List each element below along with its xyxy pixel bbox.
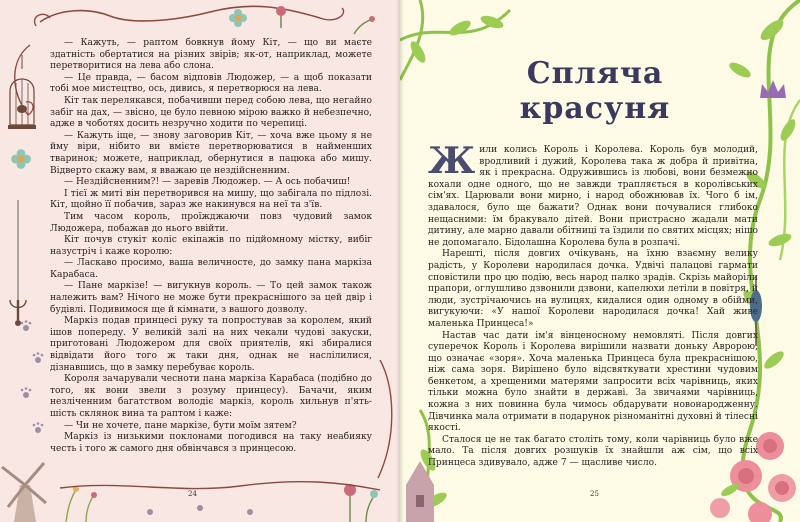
paragraph: Нарешті, після довгих очікувань, на їхню взаємну велику радість, у Королеви народилася дочка. Удвічі палацові гармати сповістили про цю подію, весь народ палко зрадів. Скрізь майоріли прапори, оглушливо дзвонили дзвони, капелюхи летіли в повітря, й люди, зустрічаючись на вулицях, кидалися один одному в обійми, вигукуючи: «У нашої Королеви народилася дочка! Хай живе маленька Принцеса!»	[428, 249, 758, 329]
flower-icon	[270, 4, 292, 28]
paragraph: І тієї ж миті він перетворився на мишу, що забігала по підлозі. Кіт, щойно її побачив, зараз же накинувся на неї та з'їв.	[50, 188, 372, 211]
paragraph: Кіт так перелякався, побачивши перед собою лева, що негайно забіг на дах, — звісно, це було певною мірою важко й небезпечно, адже в чоботях досить незручно ходити по черепиці.	[50, 95, 372, 130]
paw-print-icon	[140, 500, 290, 520]
first-paragraph-text: или колись Король і Королева. Король був молодий, вродливий і дужий, Королева така ж добра й привітна, як і прекрасна. Одружившись із любові, вони безмежно кохали одне одного, що не завжди трапляється в королівських сім'ях. Царювали вони мирно, і народ обожнював їх. Чого б ім, здавалося, було ще бажати? Однак вони почувалися глибоко нещасними: їм бракувало дітей. Вони пристрасно жадали мати дитину, але марно давали обітниці та їздили по святих місцях; нішо не допомагало. Бідолашна Королева була в розпачі.	[428, 145, 758, 248]
right-page-text	[428, 140, 758, 470]
left-page-text	[50, 38, 372, 455]
bottom-swirl-frame-icon	[60, 478, 380, 498]
paragraph: — Чи не хочете, пане маркізе, бути моїм зятем?	[64, 420, 297, 431]
book-gutter	[396, 0, 404, 522]
paragraph: Короля зачарували чесноти пана маркіза Карабаса (подібно до того, як вони звели з розуму принцесу). Бачачи, яким незліченним багатством володіє маркіз, король хильнув п'ять-шість склянок вина та раптом і каже:	[50, 374, 372, 419]
story-title: Спляча красуня	[519, 56, 671, 126]
birdcage-icon	[4, 55, 40, 135]
paragraph: Маркіз із низькими поклонами погодився на таку неабияку честь і того ж самого дня обвінчався з принцесою.	[50, 432, 372, 454]
paragraph: Тим часом король, проїжджаючи повз чудовий замок Людожера, побажав до нього ввійти.	[50, 211, 372, 234]
right-page	[400, 0, 800, 522]
paragraph: — Кажуть, — раптом бовкнув йому Кіт, — що ви маєте здатність обертатися на різних звірів; як-от, наприклад, можете перетворитися на лева або слона.	[50, 38, 372, 72]
first-paragraph	[428, 140, 758, 249]
paragraph: Маркіз подав принцесі руку та попростував за королем, який ішов попереду. У великій залі на них чекали чудові закуски, приготовані Людожером для своїх приятелів, які збиралися відвідати його того ж таки дня, однак не наслілилися, дізнавшись, що в замку перебуває король.	[50, 316, 372, 373]
top-swirl-frame-icon	[0, 0, 400, 40]
paragraph: Настав час дати ім'я вінценосному немовляті. Після довгих суперечок Король і Королева вирішили назвати доньку Авророю, що означає «зоря». Хоча маленька Принцеса була прекраснішою, ніж сама зоря. Вирішено було відсвяткувати хрестини чудовим бенкетом, а хрещеними матерями запросити всіх чарівниць, яких тільки можна було знайти в державі. За звичаями чарівниць, кожна з них повинна була чимось обдарувати новонародженну. Дівчинка мала отримати в подарунок різноманітні духовні й тілесні якості.	[428, 330, 758, 434]
flower-icon	[350, 14, 376, 36]
paragraph: Сталося це не так багато століть тому, коли чарівниць було вже мало. Та після довгих розшуків їх знайшли аж сім, що всіх Принцеса здивувало, адже 7 — щасливе число.	[428, 434, 758, 469]
paw-print-icon	[18, 320, 48, 460]
paragraph: — Пане маркізе! — вигукнув король. — То цей замок також належить вам? Нічого не може бути прекраснішого за цей двір і будівлі. Подивимося ще й кімнати, з вашого дозволу.	[50, 281, 372, 315]
drop-cap: Ж	[428, 140, 476, 182]
paragraph: — Кажуть іще, — знову заговорив Кіт, — хоча вже цьому я не йму віри, нібито ви вмієте перетворюватися в найменших тваринок; можете, наприклад, обернутися в пацюка або мишу. Відверто скажу вам, я вважаю це нездійсненним.	[50, 130, 372, 176]
paragraph: Кіт почув стукіт коліс екіпажів по підйомному містку, вибіг назустріч і каже королю:	[50, 235, 372, 257]
flower-icon	[10, 148, 32, 170]
page-number: 25	[590, 490, 599, 498]
sword-icon	[6, 200, 30, 340]
paragraph: — Це правда, — басом відповів Людожер, — а щоб показати тобі мое мистецтво, ось, дивись, я перетворюся на лева.	[50, 72, 372, 95]
page-number: 24	[188, 490, 197, 498]
paragraph: — Нездійсненним?! — заревів Людожер. — А ось побачиш!	[64, 177, 351, 188]
paragraph: — Ласкаво просимо, ваша величносте, до замку пана маркіза Карабаса.	[50, 258, 372, 280]
windmill-icon	[0, 455, 50, 522]
crown-icon	[758, 78, 788, 100]
flower-icon	[228, 8, 248, 28]
